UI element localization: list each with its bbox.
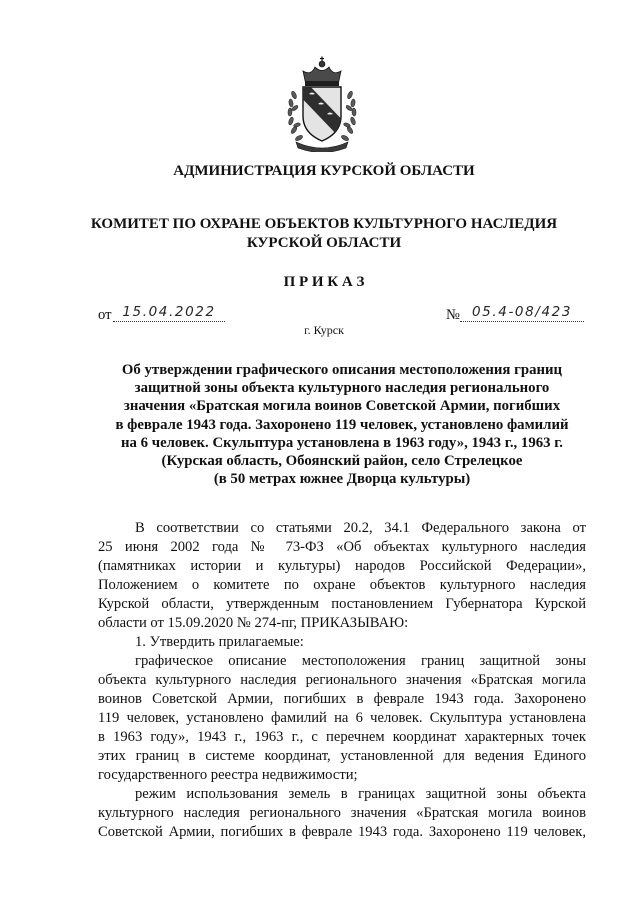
paragraph [98, 652, 586, 785]
title-line: на 6 человек. Скульптура установлена в 1963 году», 1943 г., 1963 г. [121, 434, 563, 451]
committee-title-line-2: КУРСКОЙ ОБЛАСТИ [246, 235, 402, 251]
order-number: 05.4-08/423 [460, 303, 584, 322]
paragraph-line: (памятниках истории и культуры) народов Российской Федерации», [98, 558, 586, 574]
order-title [98, 361, 586, 488]
title-line: Об утверждении графического описания местоположения границ [121, 362, 563, 378]
title-line: в феврале 1943 года. Захоронено 119 человек, установлено фамилий [115, 416, 569, 433]
paragraph [98, 785, 586, 842]
paragraph-line: культурного наследия регионального значения «Братская могила воинов [98, 805, 586, 821]
emblem-ribbon [296, 142, 348, 152]
paragraph-line: воинов Советской Армии, погибших в феврале 1943 года. Захоронено [98, 691, 586, 707]
paragraph-line: Положением о комитете по охране объектов культурного наследия [98, 577, 586, 593]
document-type: П Р И К А З [283, 274, 365, 290]
paragraph-line: В соответствии со статьями 20.2, 34.1 Федерального закона от [135, 520, 586, 536]
committee-heading [8, 215, 640, 253]
paragraph-line: объекта культурного наследия регионального значения «Братская могила [98, 672, 586, 688]
paragraph-line: этих границ в системе координат, установленной для ведения Единого [98, 748, 586, 764]
paragraph-line: 119 человек, установлено фамилий на 6 человек. Скульптура установлена [98, 710, 586, 726]
paragraph-line: области от 15.09.2020 № 274-пг, ПРИКАЗЫВАЮ: [98, 615, 409, 631]
paragraph-line: Курской области, утвержденным постановлением Губернатора Курской [98, 596, 586, 612]
order-body [98, 519, 586, 842]
wreath-left [288, 91, 304, 142]
title-line: значения «Братская могила воинов Советской Армии, погибших [123, 398, 561, 415]
administration-title: АДМИНИСТРАЦИЯ КУРСКОЙ ОБЛАСТИ [173, 163, 475, 179]
paragraph-line: 25 июня 2002 года № 73-ФЗ «Об объектах культурного наследия [98, 539, 586, 555]
paragraph-line: государственного реестра недвижимости; [98, 767, 358, 783]
document-type-heading [8, 273, 640, 292]
paragraph [98, 633, 586, 652]
title-line: защитной зоны объекта культурного наследия регионального [134, 380, 550, 397]
date-prefix: от [98, 307, 112, 323]
paragraph-line: 1. Утвердить прилагаемые: [135, 634, 304, 650]
order-date: 15.04.2022 [113, 303, 225, 322]
number-prefix: № [446, 307, 460, 323]
title-line: (в 50 метрах южнее Дворца культуры) [213, 471, 471, 488]
paragraph-line: режим использования земель в границах защитной зоны объекта [135, 786, 586, 802]
city-label: г. Курск [304, 323, 344, 337]
administration-heading [8, 162, 640, 181]
committee-title-line-1: КОМИТЕТ ПО ОХРАНЕ ОБЪЕКТОВ КУЛЬТУРНОГО НАСЛЕДИЯ [90, 216, 558, 232]
wreath-right [341, 91, 357, 142]
emblem-crown [303, 57, 341, 87]
paragraph-line: графическое описание местоположения границ защитной зоны [135, 653, 586, 669]
paragraph-line: Советской Армии, погибших в феврале 1943 года. Захоронено 119 человек, [98, 824, 586, 840]
title-line: (Курская область, Обоянский район, село Стрелецкое [161, 452, 523, 469]
coat-of-arms-icon [282, 56, 362, 152]
paragraph [98, 519, 586, 633]
paragraph-line: в 1963 году», 1943 г., 1963 г., с перечнем координат характерных точек [98, 729, 586, 745]
